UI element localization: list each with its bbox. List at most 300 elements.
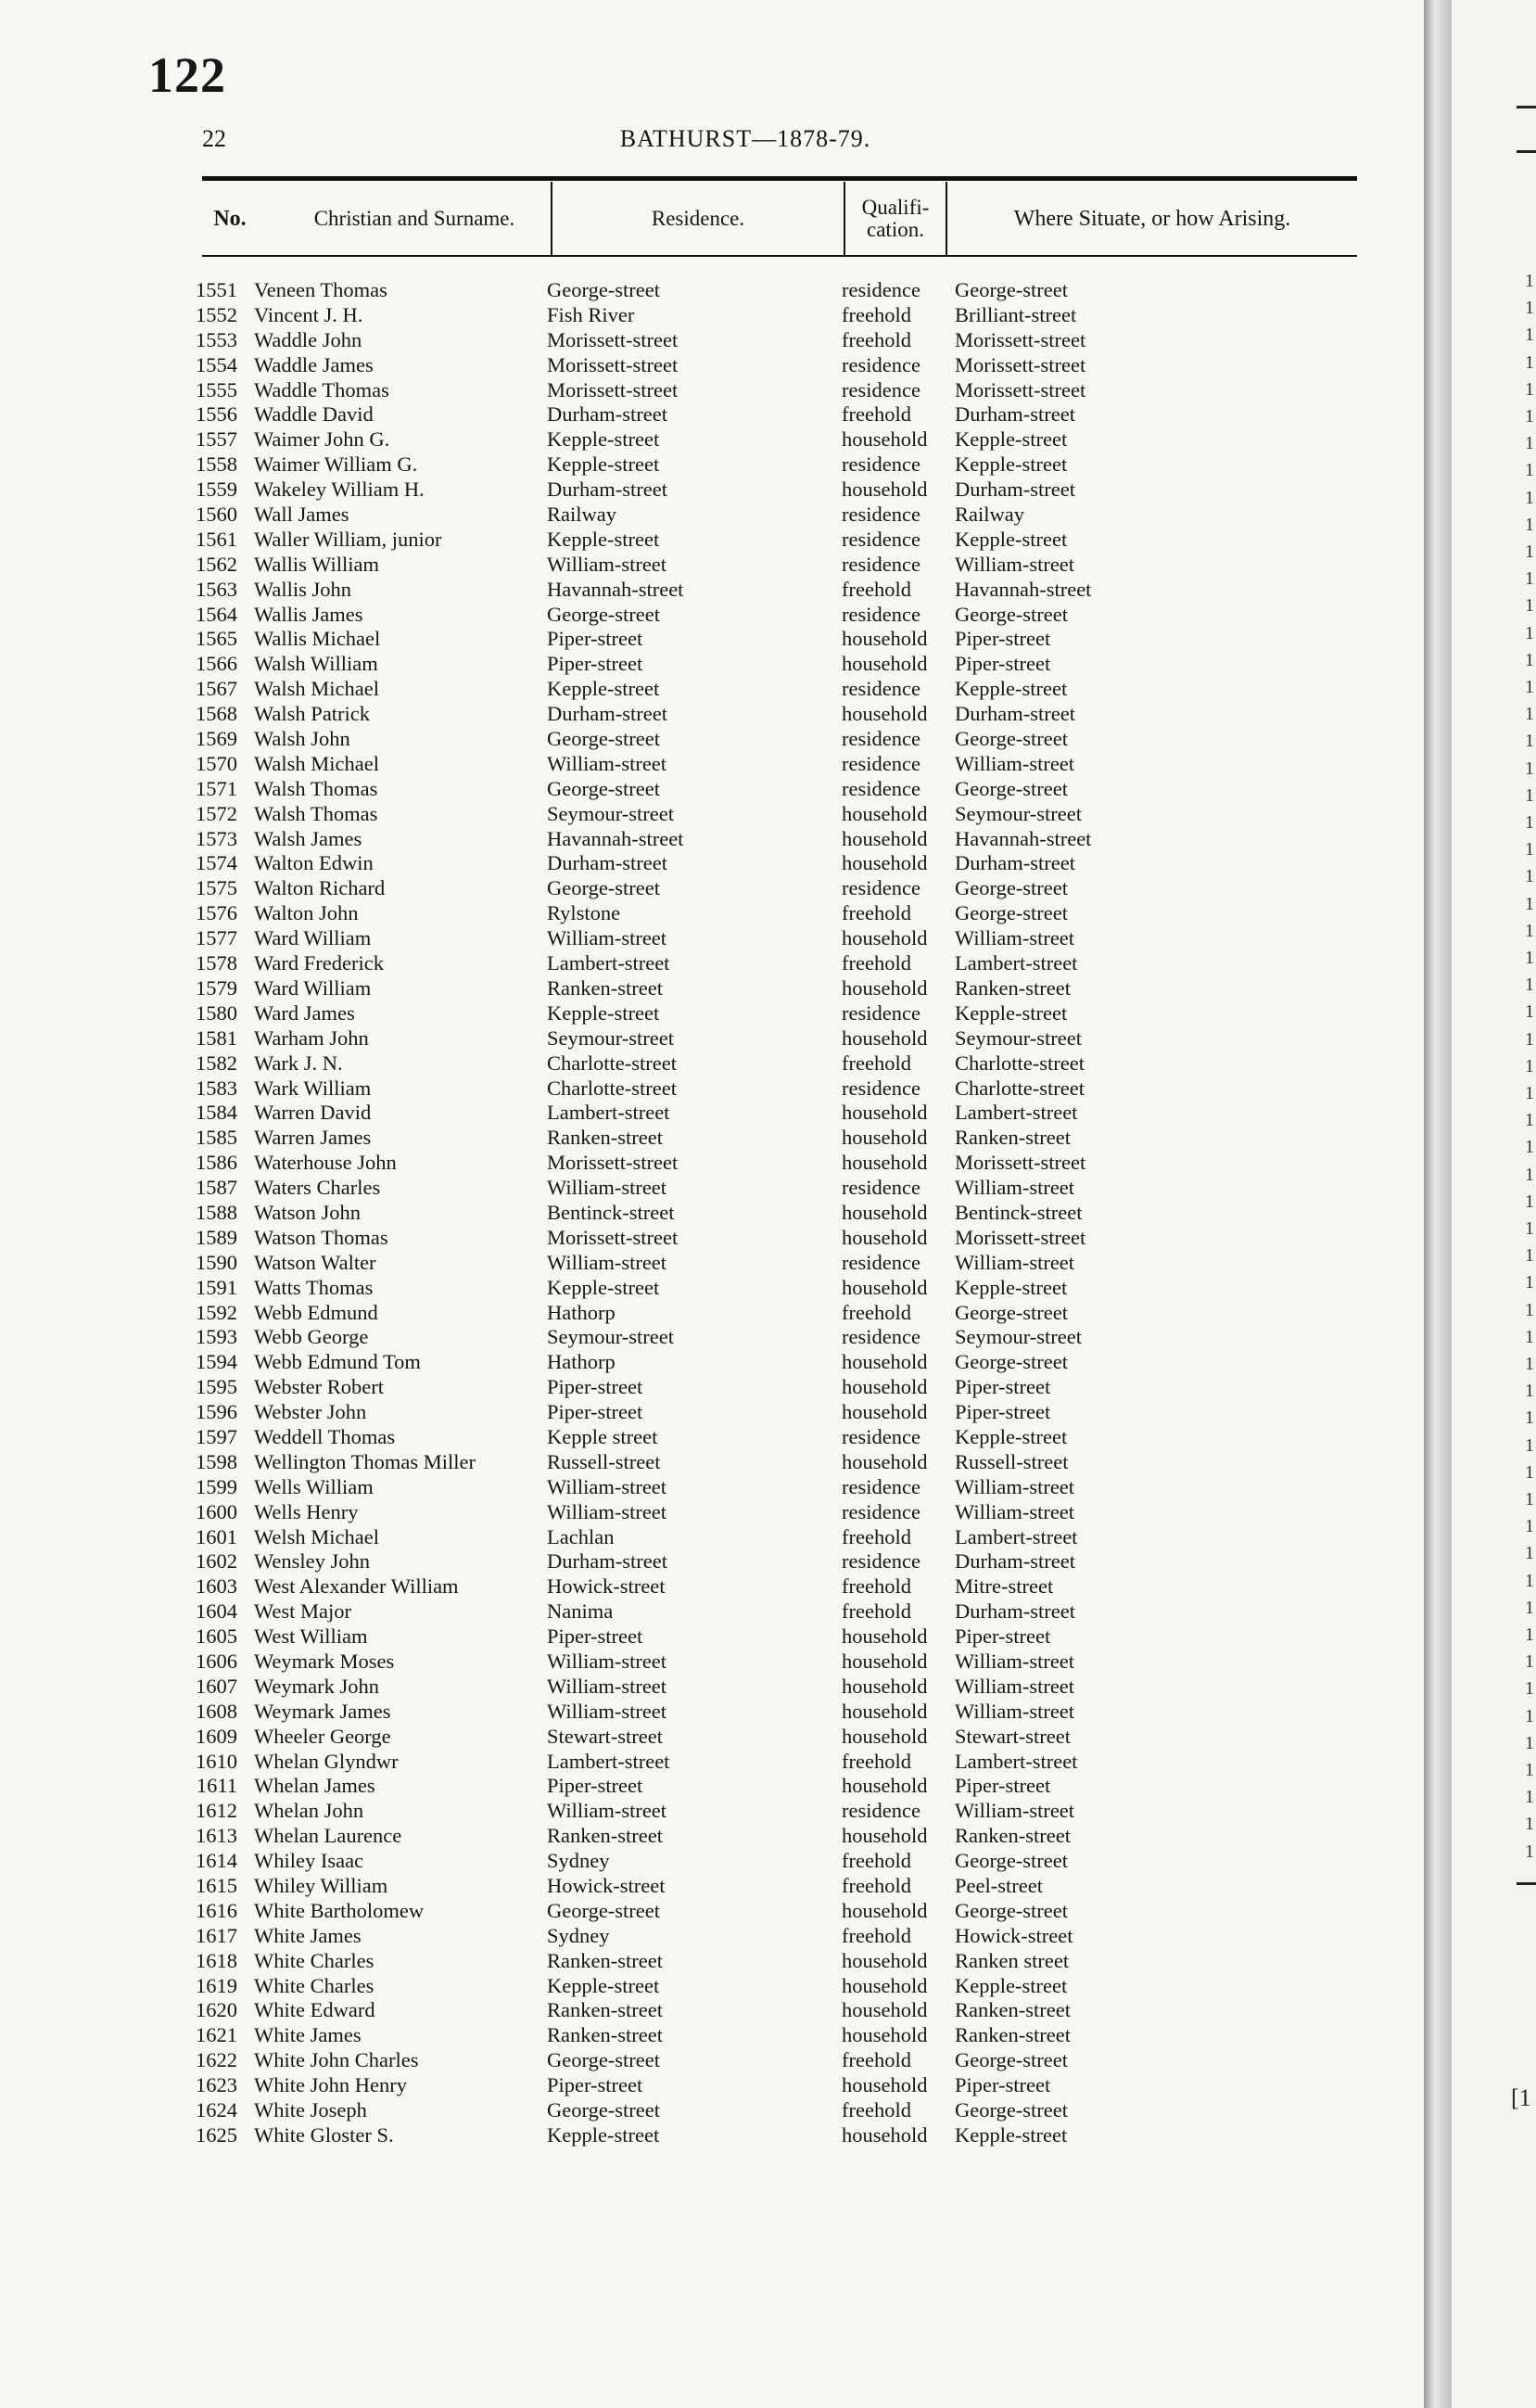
elector-qualification: freehold [842, 302, 911, 326]
elector-number: 1600 [196, 1499, 237, 1523]
elector-residence: William-street [547, 1649, 667, 1673]
elector-qualification: household [842, 1026, 928, 1050]
elector-number: 1599 [196, 1474, 237, 1498]
elector-qualification: household [842, 851, 928, 875]
table-row [0, 1998, 1435, 2023]
elector-name: Webb Edmund Tom [254, 1350, 421, 1374]
elector-where-situate: George-street [955, 727, 1069, 751]
elector-residence: William-street [547, 1699, 667, 1723]
adjacent-page-digit: 1 [1525, 1381, 1534, 1402]
elector-name: White Edward [254, 1998, 375, 2022]
elector-where-situate: George-street [955, 602, 1069, 626]
page-edge-shadow [1424, 0, 1452, 2408]
elector-qualification: household [842, 427, 928, 452]
elector-qualification: freehold [842, 2098, 911, 2122]
elector-where-situate: Seymour-street [955, 1325, 1083, 1349]
elector-residence: Lambert-street [547, 1749, 670, 1773]
elector-number: 1601 [196, 1524, 237, 1548]
elector-number: 1570 [196, 751, 237, 775]
elector-qualification: residence [842, 677, 920, 701]
adjacent-page-digit: 1 [1525, 704, 1534, 725]
elector-qualification: household [842, 1724, 928, 1748]
elector-where-situate: Piper-street [955, 2073, 1051, 2097]
elector-where-situate: Lambert-street [955, 1524, 1078, 1548]
column-header-where: Where Situate, or how Arising. [1013, 206, 1291, 231]
adjacent-page-digit: 1 [1525, 1705, 1534, 1726]
header-rule-top [202, 176, 1357, 181]
elector-qualification: freehold [842, 1300, 911, 1324]
adjacent-page-rule [1517, 1882, 1536, 1885]
adjacent-page-digit: 1 [1525, 595, 1534, 617]
elector-residence: Charlotte-street [547, 1051, 677, 1075]
elector-residence: Hathorp [547, 1350, 616, 1374]
elector-name: Warren James [254, 1126, 372, 1150]
elector-residence: Piper-street [547, 1375, 643, 1399]
adjacent-page-digit: 1 [1525, 433, 1534, 454]
adjacent-page-digit: 1 [1525, 1597, 1534, 1618]
table-row [0, 1675, 1435, 1700]
elector-qualification: residence [842, 1499, 920, 1523]
elector-where-situate: Seymour-street [955, 1026, 1083, 1050]
adjacent-page [1452, 0, 1536, 2408]
adjacent-page-digit: 1 [1525, 460, 1534, 481]
elector-residence: George-street [547, 2048, 661, 2072]
elector-residence: Charlotte-street [547, 1076, 677, 1100]
page-number: 22 [202, 125, 226, 152]
adjacent-page-digit: 1 [1525, 1489, 1534, 1510]
elector-where-situate: George-street [955, 1350, 1069, 1374]
elector-number: 1619 [196, 1973, 237, 1997]
elector-where-situate: William-street [955, 1649, 1075, 1673]
elector-name: Webster John [254, 1400, 367, 1424]
elector-residence: Morissett-street [547, 1151, 679, 1175]
elector-where-situate: George-street [955, 278, 1069, 301]
elector-number: 1554 [196, 352, 237, 376]
elector-where-situate: William-street [955, 1499, 1075, 1523]
elector-where-situate: Lambert-street [955, 951, 1078, 975]
table-row [0, 303, 1435, 328]
elector-residence: George-street [547, 1898, 661, 1922]
adjacent-page-digit: 1 [1525, 975, 1534, 996]
elector-where-situate: Piper-street [955, 1400, 1051, 1424]
elector-number: 1581 [196, 1026, 237, 1050]
table-row [0, 1500, 1435, 1525]
elector-where-situate: George-street [955, 2048, 1069, 2072]
elector-name: Waddle John [254, 327, 362, 351]
elector-where-situate: Durham-street [955, 1549, 1075, 1573]
elector-where-situate: Howick-street [955, 1923, 1073, 1947]
elector-number: 1558 [196, 452, 237, 477]
elector-qualification: household [842, 1126, 928, 1150]
adjacent-page-digit: 1 [1525, 649, 1534, 670]
elector-qualification: freehold [842, 327, 911, 351]
elector-name: Wakeley William H. [254, 478, 425, 502]
adjacent-page-digit: 1 [1525, 758, 1534, 779]
elector-number: 1562 [196, 552, 237, 576]
elector-number: 1615 [196, 1874, 237, 1897]
elector-qualification: residence [842, 602, 920, 626]
elector-where-situate: Charlotte-street [955, 1051, 1085, 1075]
elector-name: Whelan Laurence [254, 1824, 402, 1848]
elector-name: Waimer John G. [254, 427, 390, 452]
adjacent-page-digit: 1 [1525, 1461, 1534, 1483]
elector-qualification: household [842, 1375, 928, 1399]
elector-name: Wall James [254, 503, 349, 527]
elector-where-situate: George-street [955, 1849, 1069, 1873]
elector-residence: Howick-street [547, 1574, 666, 1599]
table-row [0, 627, 1435, 652]
elector-number: 1565 [196, 627, 237, 651]
elector-name: Wallis James [254, 602, 363, 626]
elector-where-situate: William-street [955, 1250, 1075, 1274]
elector-name: White John Henry [254, 2073, 407, 2097]
elector-number: 1572 [196, 801, 237, 825]
adjacent-page-digit: 1 [1525, 1137, 1534, 1158]
table-row [0, 528, 1435, 553]
elector-number: 1618 [196, 1948, 237, 1972]
elector-number: 1561 [196, 527, 237, 551]
adjacent-page-digit: 1 [1525, 677, 1534, 697]
adjacent-page-digit: 1 [1525, 866, 1534, 887]
adjacent-page-digit: 1 [1525, 1354, 1534, 1374]
table-row [0, 802, 1435, 827]
elector-number: 1576 [196, 901, 237, 925]
elector-qualification: freehold [842, 577, 911, 601]
elector-residence: Piper-street [547, 2073, 643, 2097]
elector-where-situate: Kepple-street [955, 1275, 1068, 1299]
elector-number: 1623 [196, 2073, 237, 2097]
elector-qualification: freehold [842, 1051, 911, 1075]
elector-name: Weddell Thomas [254, 1424, 396, 1448]
elector-where-situate: Kepple-street [955, 677, 1068, 701]
elector-name: Watson Thomas [254, 1225, 388, 1249]
adjacent-page-digit: 1 [1525, 784, 1534, 806]
elector-number: 1624 [196, 2098, 237, 2122]
elector-number: 1605 [196, 1624, 237, 1649]
elector-name: Ward William [254, 975, 372, 1000]
adjacent-page-digit: 1 [1525, 1408, 1534, 1429]
adjacent-page-digit: 1 [1525, 1218, 1534, 1239]
elector-residence: Sydney [547, 1923, 610, 1947]
adjacent-page-digit: 1 [1525, 1299, 1534, 1320]
table-row [0, 1226, 1435, 1251]
elector-qualification: household [842, 2073, 928, 2097]
elector-where-situate: George-street [955, 2098, 1069, 2122]
elector-name: Walton Edwin [254, 851, 374, 875]
elector-where-situate: Morissett-street [955, 1151, 1086, 1175]
header-rule-bottom [202, 255, 1357, 257]
elector-where-situate: Durham-street [955, 478, 1075, 502]
column-header-residence: Residence. [651, 206, 745, 230]
elector-name: Walsh Michael [254, 751, 380, 775]
elector-qualification: household [842, 1998, 928, 2022]
elector-number: 1574 [196, 851, 237, 875]
elector-name: Warham John [254, 1026, 369, 1050]
elector-name: West William [254, 1624, 368, 1649]
elector-number: 1559 [196, 478, 237, 502]
table-row [0, 1026, 1435, 1051]
elector-qualification: freehold [842, 1599, 911, 1624]
adjacent-page-digit: 1 [1525, 351, 1534, 373]
table-row [0, 1276, 1435, 1301]
elector-number: 1595 [196, 1375, 237, 1399]
elector-name: Ward Frederick [254, 951, 384, 975]
elector-name: Wark William [254, 1076, 372, 1100]
elector-residence: Ranken-street [547, 1824, 663, 1848]
elector-where-situate: Kepple-street [955, 1000, 1068, 1025]
elector-residence: Piper-street [547, 1774, 643, 1798]
table-row [0, 1849, 1435, 1874]
elector-residence: Seymour-street [547, 1325, 675, 1349]
elector-qualification: residence [842, 1474, 920, 1498]
elector-qualification: freehold [842, 901, 911, 925]
elector-where-situate: George-street [955, 1300, 1069, 1324]
elector-residence: William-street [547, 1474, 667, 1498]
elector-qualification: household [842, 1774, 928, 1798]
elector-number: 1551 [196, 278, 237, 301]
table-row [0, 901, 1435, 926]
elector-qualification: household [842, 1101, 928, 1125]
elector-qualification: freehold [842, 1874, 911, 1897]
elector-qualification: freehold [842, 1574, 911, 1599]
elector-name: Walsh Michael [254, 677, 380, 701]
elector-residence: Seymour-street [547, 801, 675, 825]
elector-name: West Alexander William [254, 1574, 459, 1599]
elector-residence: Piper-street [547, 627, 643, 651]
elector-where-situate: Lambert-street [955, 1101, 1078, 1125]
elector-number: 1602 [196, 1549, 237, 1573]
elector-number: 1556 [196, 402, 237, 427]
elector-residence: Russell-street [547, 1449, 661, 1473]
elector-residence: Durham-street [547, 702, 667, 726]
elector-residence: Kepple-street [547, 1000, 660, 1025]
elector-number: 1571 [196, 776, 237, 800]
elector-name: Wellington Thomas Miller [254, 1449, 476, 1473]
elector-residence: Seymour-street [547, 1026, 675, 1050]
elector-name: Walsh James [254, 826, 362, 850]
table-row [0, 1725, 1435, 1750]
adjacent-page-digit: 1 [1525, 406, 1534, 427]
elector-name: White Charles [254, 1948, 374, 1972]
elector-qualification: freehold [842, 1923, 911, 1947]
elector-name: Walton Richard [254, 876, 386, 900]
elector-number: 1575 [196, 876, 237, 900]
elector-residence: Havannah-street [547, 577, 684, 601]
elector-number: 1625 [196, 2122, 237, 2147]
table-row [0, 1599, 1435, 1624]
elector-name: Waller William, junior [254, 527, 442, 551]
elector-residence: Kepple street [547, 1424, 658, 1448]
elector-residence: George-street [547, 2098, 661, 2122]
table-row [0, 1126, 1435, 1151]
elector-qualification: residence [842, 776, 920, 800]
table-row [0, 1899, 1435, 1924]
table-row [0, 2048, 1435, 2073]
elector-number: 1569 [196, 727, 237, 751]
elector-residence: Kepple-street [547, 527, 660, 551]
elector-residence: William-street [547, 1799, 667, 1823]
elector-number: 1610 [196, 1749, 237, 1773]
elector-number: 1604 [196, 1599, 237, 1624]
elector-where-situate: Morissett-street [955, 327, 1086, 351]
adjacent-page-digit: 1 [1525, 893, 1534, 914]
elector-number: 1597 [196, 1424, 237, 1448]
elector-residence: Kepple-street [547, 677, 660, 701]
elector-where-situate: Havannah-street [955, 577, 1092, 601]
elector-qualification: residence [842, 751, 920, 775]
elector-name: White Bartholomew [254, 1898, 425, 1922]
elector-qualification: freehold [842, 2048, 911, 2072]
elector-residence: William-street [547, 1674, 667, 1698]
elector-residence: Kepple-street [547, 2122, 660, 2147]
elector-qualification: freehold [842, 1749, 911, 1773]
elector-where-situate: Kepple-street [955, 1973, 1068, 1997]
elector-qualification: household [842, 652, 928, 676]
elector-qualification: freehold [842, 951, 911, 975]
elector-number: 1564 [196, 602, 237, 626]
table-row [0, 926, 1435, 951]
table-row [0, 1949, 1435, 1974]
elector-name: Warren David [254, 1101, 372, 1125]
elector-number: 1596 [196, 1400, 237, 1424]
elector-name: Webb George [254, 1325, 369, 1349]
elector-where-situate: William-street [955, 926, 1075, 950]
table-row [0, 1874, 1435, 1899]
table-row [0, 1051, 1435, 1077]
elector-number: 1609 [196, 1724, 237, 1748]
elector-number: 1568 [196, 702, 237, 726]
elector-qualification: household [842, 1400, 928, 1424]
elector-qualification: residence [842, 876, 920, 900]
elector-where-situate: Peel-street [955, 1874, 1043, 1897]
adjacent-page-digit: 1 [1525, 1787, 1534, 1808]
elector-residence: George-street [547, 876, 661, 900]
elector-name: Ward James [254, 1000, 355, 1025]
adjacent-page-digit: 1 [1525, 1083, 1534, 1103]
table-row [0, 677, 1435, 702]
elector-residence: George-street [547, 727, 661, 751]
elector-residence: Havannah-street [547, 826, 684, 850]
elector-number: 1611 [196, 1774, 237, 1798]
elector-name: Wark J. N. [254, 1051, 343, 1075]
elector-name: Whiley Isaac [254, 1849, 364, 1873]
elector-where-situate: Kepple-street [955, 1424, 1068, 1448]
adjacent-page-digit: 1 [1525, 1110, 1534, 1131]
table-row [0, 727, 1435, 752]
elector-qualification: household [842, 702, 928, 726]
table-row [0, 1700, 1435, 1725]
elector-name: Walsh Patrick [254, 702, 371, 726]
elector-where-situate: William-street [955, 1474, 1075, 1498]
elector-where-situate: William-street [955, 1699, 1075, 1723]
adjacent-page-digit: 1 [1525, 1624, 1534, 1645]
table-row [0, 278, 1435, 303]
elector-where-situate: Durham-street [955, 1599, 1075, 1624]
table-row [0, 452, 1435, 478]
adjacent-page-digit: 1 [1525, 1678, 1534, 1700]
table-row [0, 951, 1435, 976]
elector-number: 1566 [196, 652, 237, 676]
table-row [0, 578, 1435, 603]
elector-number: 1567 [196, 677, 237, 701]
elector-where-situate: Russell-street [955, 1449, 1069, 1473]
elector-residence: Morissett-street [547, 327, 679, 351]
elector-residence: Ranken-street [547, 1126, 663, 1150]
elector-number: 1620 [196, 1998, 237, 2022]
elector-residence: Stewart-street [547, 1724, 663, 1748]
table-row [0, 378, 1435, 403]
elector-where-situate: Stewart-street [955, 1724, 1071, 1748]
elector-residence: William-street [547, 552, 667, 576]
elector-where-situate: Bentinck-street [955, 1200, 1083, 1224]
table-row [0, 503, 1435, 528]
elector-number: 1589 [196, 1225, 237, 1249]
elector-number: 1577 [196, 926, 237, 950]
elector-list [0, 278, 1435, 2148]
elector-number: 1583 [196, 1076, 237, 1100]
elector-name: Wallis Michael [254, 627, 381, 651]
elector-residence: Piper-street [547, 1400, 643, 1424]
elector-residence: George-street [547, 278, 661, 301]
table-row [0, 427, 1435, 452]
elector-number: 1578 [196, 951, 237, 975]
elector-name: Welsh Michael [254, 1524, 380, 1548]
elector-residence: Hathorp [547, 1300, 616, 1324]
elector-where-situate: William-street [955, 1674, 1075, 1698]
elector-where-situate: Durham-street [955, 702, 1075, 726]
adjacent-page-digit: 1 [1525, 568, 1534, 590]
elector-residence: Nanima [547, 1599, 614, 1624]
elector-where-situate: Lambert-street [955, 1749, 1078, 1773]
elector-qualification: household [842, 1973, 928, 1997]
elector-qualification: household [842, 1225, 928, 1249]
elector-name: Weymark James [254, 1699, 391, 1723]
table-row [0, 1375, 1435, 1400]
elector-name: White Joseph [254, 2098, 367, 2122]
elector-name: Vincent J. H. [254, 302, 363, 326]
elector-name: Walsh Thomas [254, 801, 378, 825]
adjacent-page-digit: 1 [1525, 812, 1534, 833]
elector-number: 1555 [196, 377, 237, 401]
table-row [0, 652, 1435, 677]
table-row [0, 777, 1435, 802]
adjacent-page-digit: 1 [1525, 1516, 1534, 1537]
table-row [0, 1400, 1435, 1425]
elector-qualification: residence [842, 1799, 920, 1823]
adjacent-page-digit: 1 [1525, 1760, 1534, 1780]
elector-name: Veneen Thomas [254, 278, 387, 301]
adjacent-page-digit: 1 [1525, 1001, 1534, 1023]
table-row [0, 1624, 1435, 1650]
elector-where-situate: Ranken-street [955, 1126, 1071, 1150]
elector-name: Walton John [254, 901, 359, 925]
elector-qualification: residence [842, 1250, 920, 1274]
elector-qualification: residence [842, 503, 920, 527]
elector-where-situate: Piper-street [955, 1774, 1051, 1798]
table-row [0, 353, 1435, 378]
elector-qualification: residence [842, 352, 920, 376]
adjacent-page-digit: 1 [1525, 1164, 1534, 1185]
elector-where-situate: Piper-street [955, 652, 1051, 676]
table-row [0, 1101, 1435, 1126]
table-row [0, 2098, 1435, 2123]
elector-residence: Ranken-street [547, 975, 663, 1000]
elector-qualification: freehold [842, 1524, 911, 1548]
elector-qualification: residence [842, 377, 920, 401]
table-row [0, 2023, 1435, 2048]
elector-residence: Fish River [547, 302, 635, 326]
elector-name: Watson John [254, 1200, 362, 1224]
